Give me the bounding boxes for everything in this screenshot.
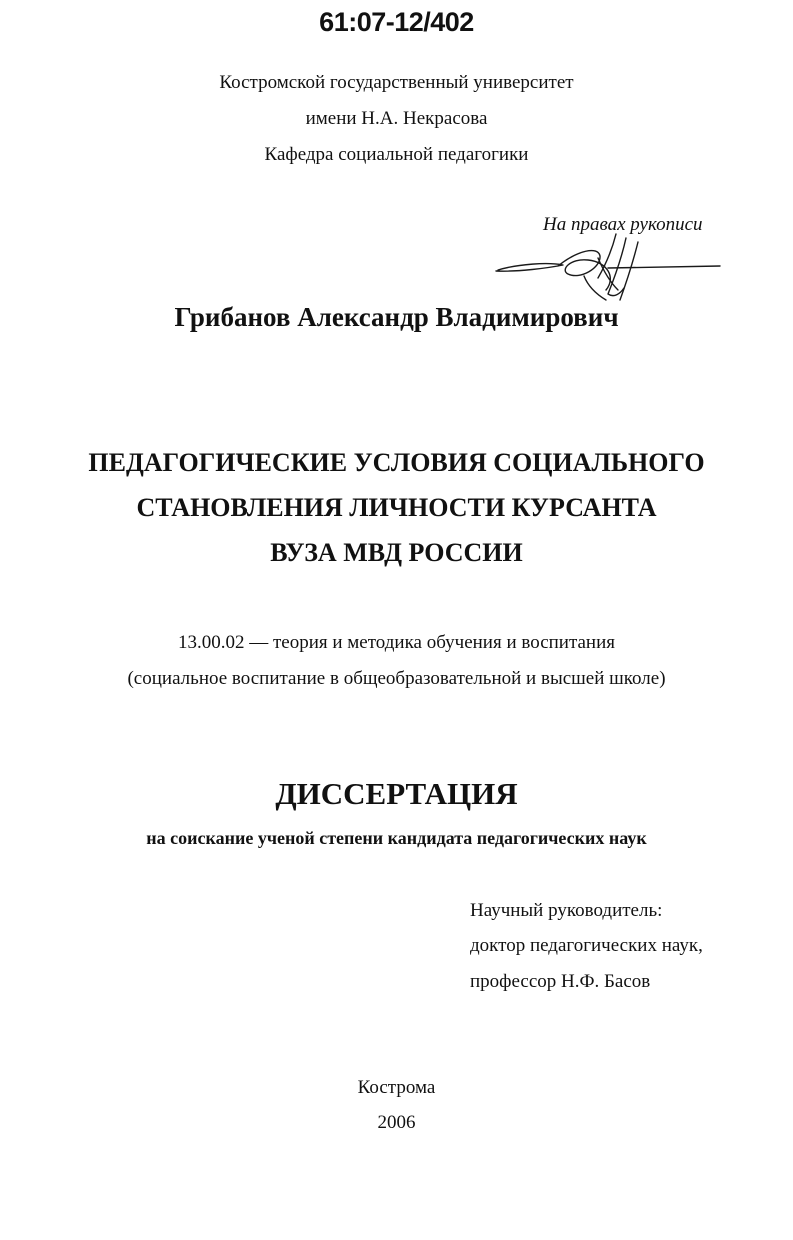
university-named-after: имени Н.А. Некрасова <box>305 108 488 129</box>
publication-year: 2006 <box>377 1112 416 1133</box>
catalog-number: 61:07-12/402 <box>319 7 474 37</box>
thesis-title-line: СТАНОВЛЕНИЯ ЛИЧНОСТИ КУРСАНТА <box>136 493 657 522</box>
thesis-title-line: ПЕДАГОГИЧЕСКИЕ УСЛОВИЯ СОЦИАЛЬНОГО <box>88 448 705 477</box>
author-name: Грибанов Александр Владимирович <box>174 302 619 332</box>
supervisor-name: профессор Н.Ф. Басов <box>470 971 651 992</box>
supervisor-label: Научный руководитель: <box>470 900 663 921</box>
document-type: ДИССЕРТАЦИЯ <box>275 776 518 811</box>
place-of-publication: Кострома <box>357 1077 436 1098</box>
thesis-title-line: ВУЗА МВД РОССИИ <box>270 538 523 567</box>
manuscript-note: На правах рукописи <box>543 214 703 235</box>
specialty-code: 13.00.02 — теория и методика обучения и воспитания <box>177 632 616 653</box>
supervisor-degree: доктор педагогических наук, <box>470 935 703 956</box>
university-name: Костромской государственный университет <box>219 72 574 93</box>
department-name: Кафедра социальной педагогики <box>264 144 529 165</box>
degree-line: на соискание ученой степени кандидата педагогических наук <box>146 828 647 848</box>
author-signature <box>488 228 728 308</box>
specialty-detail: (социальное воспитание в общеобразовательной и высшей школе) <box>127 668 666 689</box>
